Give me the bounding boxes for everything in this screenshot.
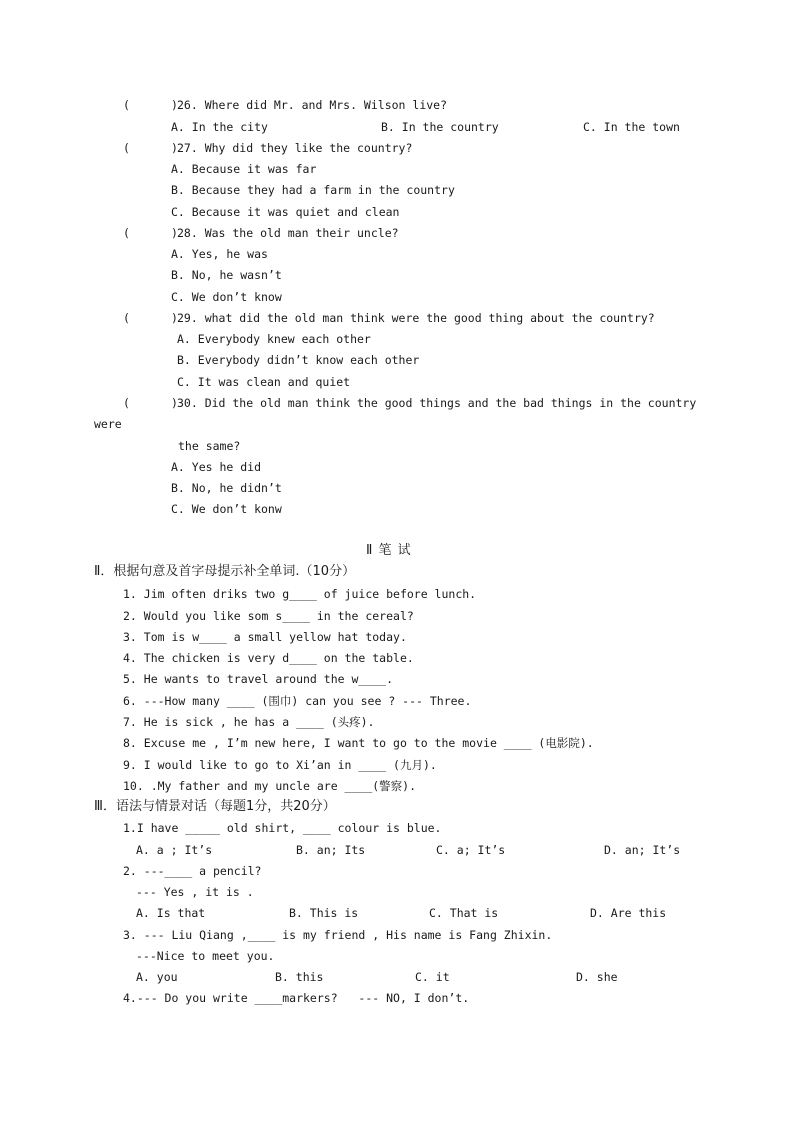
q29-option-a: A. Everybody knew each other [177, 332, 371, 346]
fill-item-6: 6. ---How many ____ (围巾) can you see ? --- Three. [123, 694, 472, 708]
q27-option-c: C. Because it was quiet and clean [171, 205, 400, 219]
fill-item-1: 1. Jim often driks two g____ of juice before lunch. [123, 587, 477, 601]
q30-option-a: A. Yes he did [171, 460, 262, 474]
q30-option-c: C. We don’t konw [171, 502, 282, 516]
grammar-q4-stem: 4.--- Do you write ____markers? --- NO, I don’t. [123, 991, 470, 1005]
fill-item-10: 10. .My father and my uncle are ____(警察). [123, 779, 417, 793]
grammar-q1-option-c: C. a; It’s [436, 843, 506, 857]
grammar-q2-reply: --- Yes , it is . [136, 885, 254, 899]
q26-option-c: C. In the town [583, 120, 680, 134]
q29-option-b: B. Everybody didn’t know each other [177, 353, 420, 367]
answer-paren-open: ( [123, 141, 130, 155]
grammar-q2-option-b: B. This is [289, 906, 359, 920]
fill-item-9: 9. I would like to go to Xi’an in ____ (九月). [123, 758, 437, 772]
grammar-q1-option-d: D. an; It’s [604, 843, 681, 857]
answer-paren-open: ( [123, 311, 130, 325]
grammar-q2-option-c: C. That is [429, 906, 499, 920]
fill-item-3: 3. Tom is w____ a small yellow hat today. [123, 630, 407, 644]
grammar-q3-option-d: D. she [576, 970, 618, 984]
grammar-q2-option-d: D. Are this [590, 906, 667, 920]
q27-option-a: A. Because it was far [171, 162, 317, 176]
answer-paren-close: ) [171, 311, 178, 325]
fill-item-2: 2. Would you like som s____ in the cereal? [123, 609, 414, 623]
answer-paren-close: ) [171, 226, 178, 240]
grammar-q2-stem: 2. ---____ a pencil? [123, 864, 262, 878]
q26-option-a: A. In the city [171, 120, 268, 134]
answer-paren-open: ( [123, 226, 130, 240]
question-30-wrap: the same? [178, 439, 241, 453]
q30-option-b: B. No, he didn’t [171, 481, 282, 495]
fill-item-4: 4. The chicken is very d____ on the table. [123, 651, 414, 665]
question-29: 29. what did the old man think were the good thing about the country? [177, 311, 655, 325]
grammar-q1-option-a: A. a ; It’s [136, 843, 213, 857]
grammar-q3-option-a: A. you [136, 970, 178, 984]
answer-paren-open: ( [123, 98, 130, 112]
question-28: 28. Was the old man their uncle? [177, 226, 399, 240]
grammar-q1-stem: 1.I have _____ old shirt, ____ colour is blue. [123, 821, 442, 835]
q27-option-b: B. Because they had a farm in the country [171, 183, 455, 197]
answer-paren-close: ) [171, 141, 178, 155]
fill-item-7: 7. He is sick , he has a ____ (头疼). [123, 715, 375, 729]
grammar-q1-option-b: B. an; Its [296, 843, 366, 857]
q28-option-a: A. Yes, he was [171, 247, 268, 261]
q28-option-b: B. No, he wasn’t [171, 268, 282, 282]
fill-item-5: 5. He wants to travel around the w____. [123, 672, 394, 686]
answer-paren-close: ) [171, 98, 178, 112]
grammar-q3-reply: ---Nice to meet you. [136, 949, 275, 963]
q28-option-c: C. We don’t know [171, 290, 282, 304]
grammar-q3-stem: 3. --- Liu Qiang ,____ is my friend , His name is Fang Zhixin. [123, 928, 553, 942]
grammar-q2-option-a: A. Is that [136, 906, 206, 920]
grammar-q3-option-c: C. it [415, 970, 450, 984]
q26-option-b: B. In the country [381, 120, 499, 134]
grammar-q3-option-b: B. this [275, 970, 324, 984]
fill-item-8: 8. Excuse me , I’m new here, I want to go to the movie ____ (电影院). [123, 736, 594, 750]
question-26: 26. Where did Mr. and Mrs. Wilson live? [177, 98, 448, 112]
answer-paren-open: ( [123, 396, 130, 410]
question-27: 27. Why did they like the country? [177, 141, 413, 155]
written-test-title: Ⅱ 笔 试 [366, 543, 412, 558]
question-30-wrap: were [94, 417, 122, 431]
answer-paren-close: ) [171, 396, 178, 410]
q29-option-c: C. It was clean and quiet [177, 375, 351, 389]
section-2-heading: Ⅱ．根据句意及首字母提示补全单词.（10分） [94, 564, 356, 579]
section-3-heading: Ⅲ．语法与情景对话（每题1分，共20分） [94, 799, 336, 814]
question-30: 30. Did the old man think the good things and the bad things in the country [177, 396, 697, 410]
